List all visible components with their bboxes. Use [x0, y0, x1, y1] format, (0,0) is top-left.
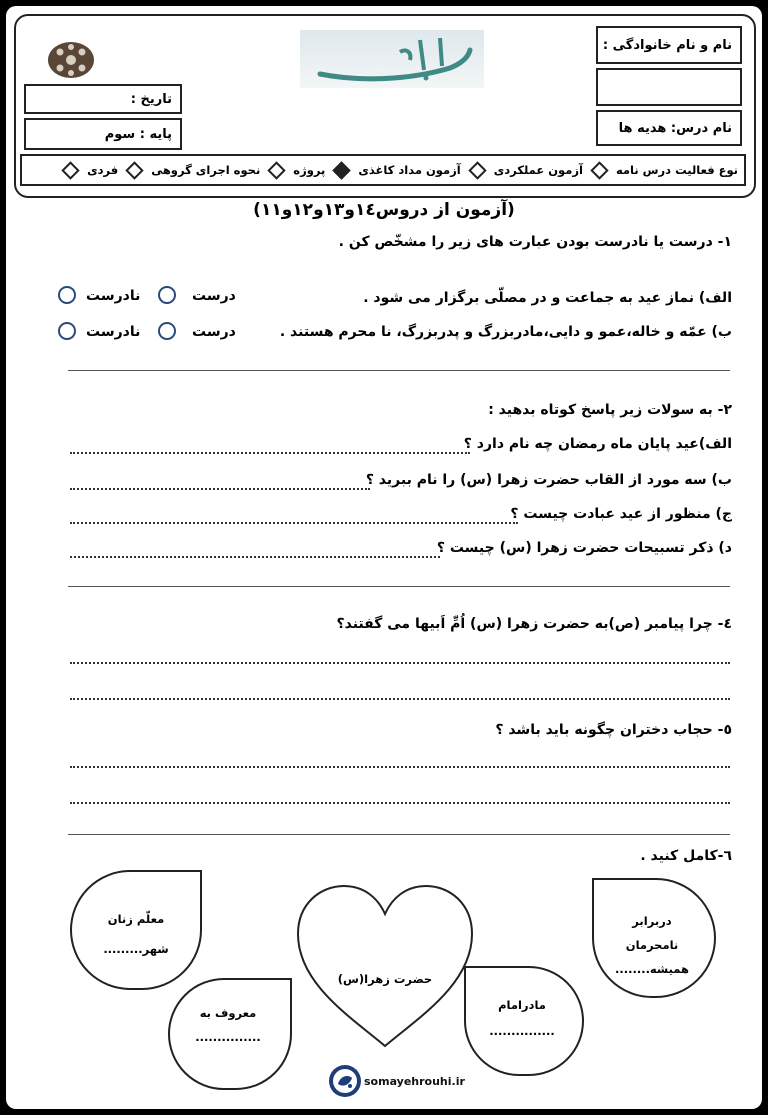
name-label: نام و نام خانوادگی : — [602, 37, 732, 53]
answer-line[interactable] — [70, 698, 730, 700]
activity-paper-label: آزمون مداد کاغذی — [358, 163, 461, 177]
q5-prompt: ٥- حجاب دختران چگونه باید باشد ؟ — [495, 722, 732, 738]
seal-icon — [46, 40, 96, 80]
q1-item-b: ب) عمّه و خاله،عمو و دایی،مادربزرگ و پدربزرگ، نا محرم هستند . — [279, 324, 732, 340]
date-field[interactable] — [24, 84, 182, 114]
course-label: نام درس: هدیه ها — [618, 120, 732, 136]
bubble-mother-of-imam-line2[interactable]: ............... — [489, 1024, 555, 1038]
bubble-known-as-line2[interactable]: ............... — [195, 1030, 261, 1044]
q1-item-a: الف) نماز عید به جماعت و در مصلّی برگزار می شود . — [363, 290, 732, 306]
bubble-mother-of-imam-line1: مادرامام — [498, 998, 546, 1012]
answer-line[interactable] — [70, 522, 518, 524]
answer-line[interactable] — [70, 488, 370, 490]
q4-prompt: ٤- چرا پیامبر (ص)به حضرت زهرا (س) اُمِّ اَبیها می گفتند؟ — [336, 616, 732, 632]
activity-individual-label: فردی — [87, 163, 119, 177]
answer-line[interactable] — [70, 802, 730, 804]
q2-item-b: ب) سه مورد از القاب حضرت زهرا (س) را نام ببرید ؟ — [365, 472, 732, 488]
diamond-icon[interactable] — [61, 161, 79, 179]
diamond-icon[interactable] — [126, 161, 144, 179]
true-label: درست — [192, 324, 236, 340]
bubble-teacher-line1: معلّم زنان — [107, 912, 165, 926]
false-label: نادرست — [86, 288, 141, 304]
heart-label: حضرت زهرا(س) — [337, 972, 433, 986]
bubble-mother-of-imam — [464, 966, 584, 1076]
bubble-teacher-line2[interactable]: شهر......... — [103, 942, 169, 956]
false-label: نادرست — [86, 324, 141, 340]
q1-prompt: ١- درست یا نادرست بودن عبارت های زیر را مشخّص کن . — [338, 234, 732, 250]
false-radio[interactable] — [58, 322, 76, 340]
calligraphy-icon — [300, 30, 484, 88]
name-blank-field[interactable] — [596, 68, 742, 106]
heart-shape — [292, 880, 478, 1052]
bubble-before-strangers-line3[interactable]: همیشه........ — [614, 962, 689, 976]
name-field[interactable] — [596, 26, 742, 64]
activity-type-bar — [20, 154, 746, 186]
true-radio[interactable] — [158, 286, 176, 304]
calligraphy-logo — [300, 30, 484, 88]
bubble-before-strangers-line1: دربرابر — [632, 914, 672, 928]
activity-group-label: نحوه اجرای گروهی — [151, 163, 261, 177]
divider — [68, 370, 730, 371]
diamond-icon[interactable] — [590, 161, 608, 179]
answer-line[interactable] — [70, 452, 470, 454]
site-url[interactable]: somayehrouhi.ir — [364, 1075, 465, 1088]
q2-prompt: ٢- به سولات زیر پاسخ کوتاه بدهید : — [488, 402, 732, 418]
false-radio[interactable] — [58, 286, 76, 304]
bubble-teacher — [70, 870, 202, 990]
date-label: تاریخ : — [130, 91, 172, 107]
bubble-before-strangers-line2: نامحرمان — [625, 938, 679, 952]
worksheet-page — [6, 6, 762, 1109]
grade-field — [24, 118, 182, 150]
bubble-known-as-line1: معروف به — [199, 1006, 257, 1020]
diamond-icon[interactable] — [268, 161, 286, 179]
answer-line[interactable] — [70, 556, 440, 558]
q2-item-a: الف)عید پایان ماه رمضان چه نام دارد ؟ — [463, 436, 732, 452]
divider — [68, 834, 730, 835]
true-radio[interactable] — [158, 322, 176, 340]
grade-label: پایه : سوم — [104, 126, 172, 142]
course-field — [596, 110, 742, 146]
site-logo-icon — [328, 1064, 362, 1098]
header-frame — [14, 14, 756, 198]
diamond-filled-icon[interactable] — [333, 161, 351, 179]
answer-line[interactable] — [70, 766, 730, 768]
answer-line[interactable] — [70, 662, 730, 664]
activity-title: نوع فعالیت درس نامه — [615, 163, 738, 177]
q6-prompt: ٦-کامل کنید . — [640, 848, 732, 864]
divider — [68, 586, 730, 587]
activity-project-label: پروژه — [293, 163, 326, 177]
q2-item-d: د) ذکر تسبیحات حضرت زهرا (س) چیست ؟ — [436, 540, 732, 556]
activity-performance-label: آزمون عملکردی — [493, 163, 583, 177]
exam-title: (آزمون از دروس١٤و١٣و١٢و١١) — [253, 200, 515, 220]
q2-item-c: ج) منظور از عید عبادت چیست ؟ — [510, 506, 732, 522]
true-label: درست — [192, 288, 236, 304]
diamond-icon[interactable] — [468, 161, 486, 179]
